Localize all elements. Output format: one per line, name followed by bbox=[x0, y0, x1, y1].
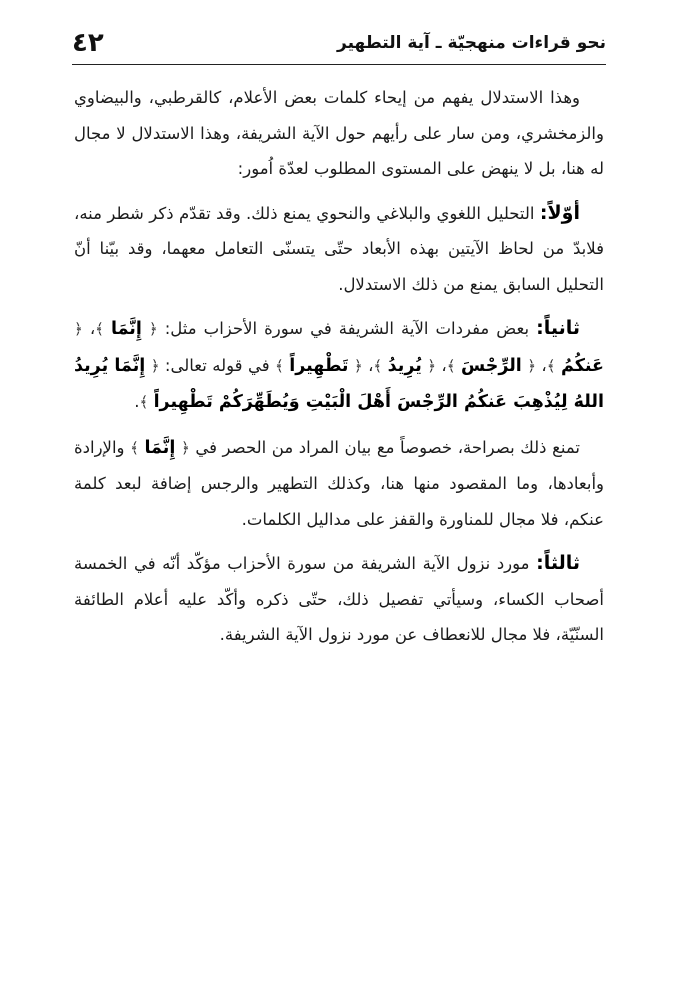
header-rule bbox=[72, 64, 606, 65]
ornate-bracket-open: ﴿ bbox=[150, 356, 160, 375]
ornate-bracket-close: ﴾ bbox=[130, 438, 139, 457]
quran-word: الرِّجْسَ bbox=[460, 355, 522, 376]
quran-word: إِنَّمَا يُرِيدُ اللهُ لِيُذْهِبَ عَنكُمُ الرِّجْسَ أَهْلَ الْبَيْتِ وَيُطَهِّرَكُمْ تَطْهِيراً bbox=[74, 355, 604, 412]
ornate-bracket-open: ﴿ bbox=[148, 320, 158, 338]
ornate-bracket-close: ﴾ bbox=[95, 320, 104, 338]
paragraph-text: والإرادة وأبعادها، وما المقصود منها هنا، وكذلك التطهير والرجس إضافة لبعد كلمة عنكم، فلا مجال للمناورة والقفز على مداليل الكلمات. bbox=[74, 437, 604, 529]
paragraph-lead: ثالثاً: bbox=[536, 552, 580, 574]
paragraph-text: التحليل اللغوي والبلاغي والنحوي يمنع ذلك. وقد تقدّم ذكر شطر منه، فلابدّ من لحاظ الآيتين بهذه الأبعاد حتّى يتسنّى التعامل معهما، وقد بيّنا أنّ التحليل السابق يمنع من ذلك الاستدلال. bbox=[74, 203, 604, 294]
paragraph-text: ، bbox=[82, 319, 96, 338]
paragraph-text: . bbox=[134, 392, 140, 411]
paragraph-text: ، bbox=[436, 355, 447, 375]
paragraph-lead: ثانياً: bbox=[536, 317, 580, 339]
quran-word: يُرِيدُ bbox=[387, 355, 422, 376]
paragraph-lead: أوّلاً: bbox=[539, 201, 580, 224]
quran-quote bbox=[275, 356, 363, 375]
paragraph bbox=[74, 546, 604, 653]
quran-word: تَطْهِيراً bbox=[289, 355, 349, 376]
paragraph bbox=[74, 196, 604, 303]
page-header bbox=[72, 26, 606, 60]
paragraph-text: وهذا الاستدلال يفهم من إيحاء كلمات بعض الأعلام، كالقرطبي، والبيضاوي والزمخشري، ومن سار على رأيهم حول الآية الشريفة، وهذا الاستدلال لا مجال له هنا، بل لا ينهض على المستوى المطلوب لعدّة اُمور: bbox=[74, 88, 604, 178]
running-title: نحو قراءات منهجيّة ـ آية التطهير bbox=[337, 33, 606, 53]
quran-word: إِنَّمَا bbox=[144, 437, 176, 458]
ornate-bracket-open: ﴿ bbox=[74, 320, 83, 338]
paragraph bbox=[74, 311, 604, 421]
body-text bbox=[74, 80, 604, 653]
ornate-bracket-open: ﴿ bbox=[353, 356, 363, 375]
ornate-bracket-close: ﴾ bbox=[373, 356, 383, 375]
page-number: ٤٢ bbox=[72, 28, 104, 58]
ornate-bracket-close: ﴾ bbox=[275, 356, 284, 375]
paragraph bbox=[74, 430, 604, 538]
ornate-bracket-close: ﴾ bbox=[446, 356, 456, 375]
paragraph-text: في قوله تعالى: bbox=[159, 355, 276, 375]
paragraph-text: بعض مفردات الآية الشريفة في سورة الأحزاب مثل: bbox=[157, 319, 537, 338]
quran-quote bbox=[373, 356, 436, 375]
quran-quote bbox=[447, 356, 536, 375]
quran-quote bbox=[95, 319, 158, 338]
paragraph bbox=[74, 80, 604, 187]
paragraph-text: تمنع ذلك بصراحة، خصوصاً مع بيان المراد من الحصر في bbox=[189, 437, 581, 457]
ornate-bracket-close: ﴾ bbox=[546, 356, 556, 375]
quran-quote bbox=[130, 438, 190, 457]
paragraph-text: ، bbox=[362, 355, 374, 375]
ornate-bracket-open: ﴿ bbox=[527, 356, 536, 375]
ornate-bracket-open: ﴿ bbox=[427, 356, 436, 375]
paragraph-text: ، bbox=[536, 355, 547, 375]
quran-word: إِنَّمَا bbox=[111, 319, 142, 339]
quran-word: عَنكُمُ bbox=[560, 355, 604, 376]
ornate-bracket-close: ﴾ bbox=[139, 393, 149, 411]
ornate-bracket-open: ﴿ bbox=[180, 438, 190, 457]
paragraph-text: مورد نزول الآية الشريفة من سورة الأحزاب مؤكّد أنّه في الخمسة أصحاب الكساء، وسيأتي تفصيل ذلك، حتّى ذكره وأكّد عليه أعلام الطائفة السنّيّة، فلا مجال للانعطاف عن مورد نزول الآية الشريفة. bbox=[74, 554, 604, 644]
